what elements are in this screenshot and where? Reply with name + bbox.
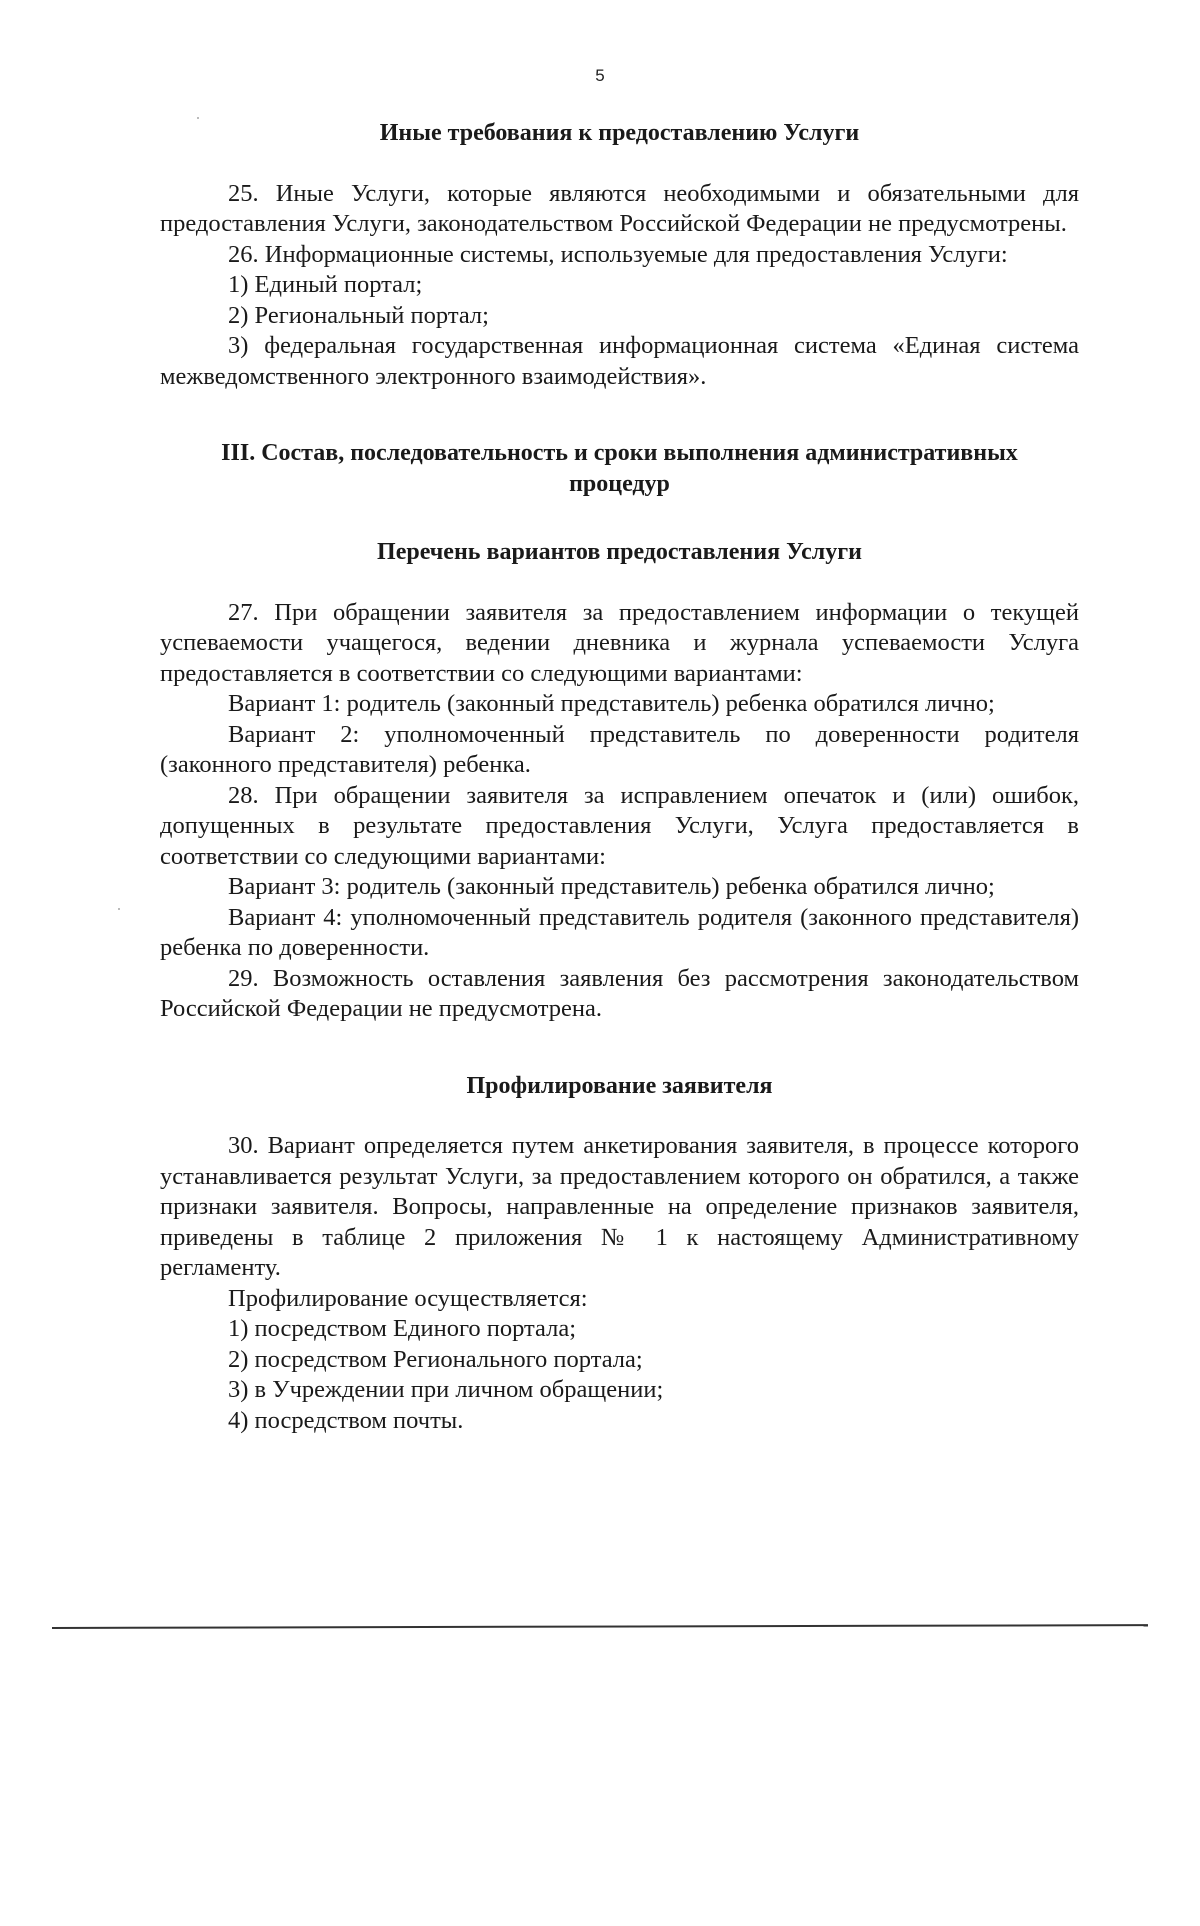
list-item: 1) посредством Единого портала; (228, 1315, 577, 1342)
section-heading-profiling: Профилирование заявителя (466, 1072, 773, 1099)
list-item: 2) посредством Регионального портала; (228, 1345, 643, 1373)
paragraph-26: 26. Информационные системы, используемые для предоставления Услуги: (228, 240, 1008, 268)
paragraph-29: 29. Возможность оставления заявления без рассмотрения законодательством Российской Федерации не предусмотрена. (160, 964, 1079, 1022)
bottom-divider-line (52, 1624, 1148, 1629)
document-body (160, 118, 1079, 1436)
paragraph-28: 28. При обращении заявителя за исправлением опечаток и (или) ошибок, допущенных в результате предоставления Услуги, Услуга предоставляется в соответствии со следующими вариантами: (160, 781, 1079, 870)
variant-2: Вариант 2: уполномоченный представитель по доверенности родителя (законного представителя) ребенка. (160, 720, 1079, 778)
list-item: 3) федеральная государственная информационная система «Единая система межведомственного электронного взаимодействия». (160, 332, 1079, 390)
scan-artifact (118, 908, 120, 910)
profiling-intro: Профилирование осуществляется: (228, 1284, 588, 1312)
list-item: 1) Единый портал; (228, 271, 423, 298)
section-heading-variants: Перечень вариантов предоставления Услуги (377, 539, 862, 565)
list-item: 2) Региональный портал; (228, 301, 489, 329)
variant-3: Вариант 3: родитель (законный представитель) ребенка обратился лично; (228, 873, 995, 900)
page-number: 5 (595, 66, 605, 85)
list-item: 3) в Учреждении при личном обращении; (228, 1376, 664, 1403)
paragraph-27: 27. При обращении заявителя за предоставлением информации о текущей успеваемости учащегося, ведении дневника и журнала успеваемости Услуга предоставляется в соответствии со следующими вариантами: (160, 598, 1079, 687)
chapter-heading-iii: III. Состав, последовательность и сроки выполнения административных процедур (221, 440, 1018, 497)
scan-artifact (197, 117, 199, 119)
variant-4: Вариант 4: уполномоченный представитель родителя (законного представителя) ребенка по доверенности. (160, 903, 1079, 961)
section-heading-other-requirements: Иные требования к предоставлению Услуги (379, 120, 860, 146)
list-item: 4) посредством почты. (228, 1406, 464, 1434)
paragraph-30: 30. Вариант определяется путем анкетирования заявителя, в процессе которого устанавливается результат Услуги, за предоставлением которого он обратился, а также признаки заявителя. Вопросы, направленные на определение признаков заявителя, приведены в таблице 2 приложения № 1 к настоящему Административному регламенту. (160, 1132, 1079, 1281)
variant-1: Вариант 1: родитель (законный представитель) ребенка обратился лично; (228, 690, 995, 717)
paragraph-25: 25. Иные Услуги, которые являются необходимыми и обязательными для предоставления Услуги, законодательством Российской Федерации не предусмотрены. (160, 179, 1079, 237)
